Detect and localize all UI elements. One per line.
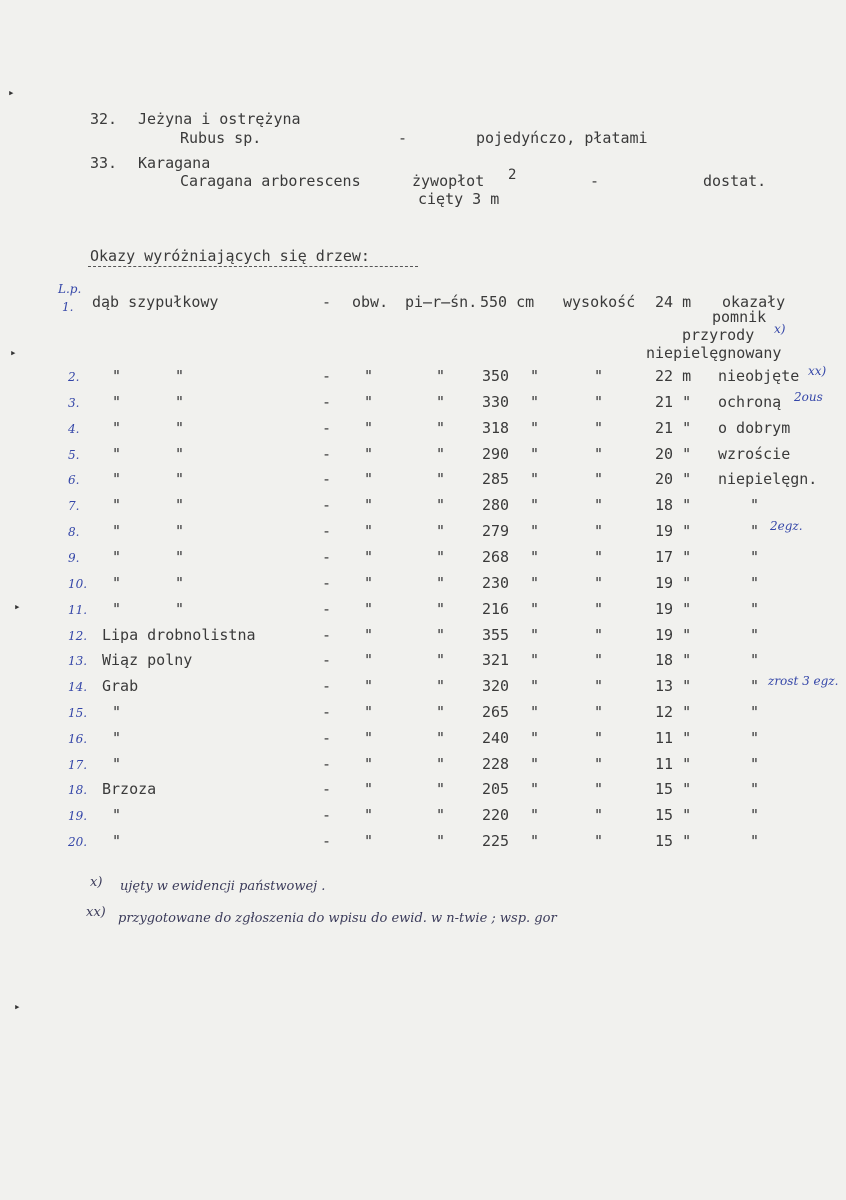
ditto: " <box>530 522 540 540</box>
remark: " <box>750 729 760 747</box>
ditto: " <box>436 367 446 385</box>
ditto: " <box>436 703 446 721</box>
ditto: " <box>364 677 374 695</box>
circumference: 318 <box>482 419 510 437</box>
footnote-text: ujęty w ewidencji państwowej . <box>120 879 326 894</box>
heading-underline <box>88 266 418 267</box>
circumference: 220 <box>482 806 510 824</box>
circumference: 228 <box>482 755 510 773</box>
row-number: 9. <box>68 551 80 565</box>
species-ditto: " <box>175 393 185 411</box>
circumference: 225 <box>482 832 510 850</box>
ditto: " <box>530 548 540 566</box>
ditto: " <box>594 470 604 488</box>
remark: " <box>750 806 760 824</box>
entry-name: Jeżyna i ostrężyna <box>138 110 301 128</box>
remark-line: okazały <box>722 293 786 311</box>
remark: " <box>750 651 760 669</box>
height: 19 " <box>655 626 692 644</box>
circumference: 279 <box>482 522 510 540</box>
height: 19 " <box>655 600 692 618</box>
height: 18 " <box>655 496 692 514</box>
circumference-label: obw. <box>352 293 389 311</box>
remark: " <box>750 574 760 592</box>
height: 20 " <box>655 445 692 463</box>
dash: - <box>322 419 332 437</box>
ditto: " <box>364 651 374 669</box>
species-ditto: " <box>112 806 122 824</box>
height: 15 " <box>655 806 692 824</box>
ditto: " <box>436 393 446 411</box>
ditto: " <box>530 651 540 669</box>
table-row <box>0 519 846 542</box>
entry-form-2: cięty 3 m <box>418 190 500 208</box>
table-row <box>0 703 846 723</box>
ditto: " <box>364 445 374 463</box>
ditto: " <box>530 703 540 721</box>
ditto: " <box>364 548 374 566</box>
dash: - <box>322 780 332 798</box>
dash: - <box>322 548 332 566</box>
handwritten-note: zrost 3 egz. <box>768 674 839 688</box>
section-heading: Okazy wyróżniających się drzew: <box>90 247 370 265</box>
species-ditto: " <box>175 445 185 463</box>
circumference: 268 <box>482 548 510 566</box>
table-row <box>0 729 846 749</box>
dash: - <box>322 367 332 385</box>
row-number: 7. <box>68 499 80 513</box>
entry-dash: - <box>590 172 600 190</box>
species: Lipa drobnolistna <box>102 626 256 644</box>
ditto: " <box>594 651 604 669</box>
ditto: " <box>530 677 540 695</box>
remark: " <box>750 496 760 514</box>
ditto: " <box>436 677 446 695</box>
species-ditto: " <box>175 574 185 592</box>
species-ditto: " <box>112 470 122 488</box>
ditto: " <box>594 832 604 850</box>
circumference: 240 <box>482 729 510 747</box>
table-row <box>0 548 846 568</box>
entry-latin: Rubus sp. <box>180 129 262 147</box>
species-ditto: " <box>112 496 122 514</box>
remark-mark: x) <box>774 322 786 336</box>
remark: niepielęgn. <box>718 470 818 488</box>
height: 18 " <box>655 651 692 669</box>
ditto: " <box>436 496 446 514</box>
ditto: " <box>530 367 540 385</box>
dash: - <box>322 729 332 747</box>
row-number: 15. <box>68 706 88 720</box>
species: Grab <box>102 677 139 695</box>
ditto: " <box>364 574 374 592</box>
lp-label: L.p. <box>58 282 82 296</box>
species-ditto: " <box>112 367 122 385</box>
ditto: " <box>436 755 446 773</box>
ditto: " <box>594 703 604 721</box>
ditto: " <box>436 419 446 437</box>
ditto: " <box>436 832 446 850</box>
remark: " <box>750 522 760 540</box>
species-ditto: " <box>175 367 185 385</box>
piersn-label: pi̶r̶śn. <box>405 293 478 311</box>
ditto: " <box>364 780 374 798</box>
height: 17 " <box>655 548 692 566</box>
species-ditto: " <box>175 496 185 514</box>
row-number: 18. <box>68 783 88 797</box>
entry-form: żywopłot <box>412 172 485 190</box>
circumference: 230 <box>482 574 510 592</box>
row-number: 12. <box>68 629 88 643</box>
species-ditto: " <box>112 755 122 773</box>
remark-line: przyrody <box>682 326 755 344</box>
remark-line: pomnik <box>712 308 767 326</box>
remark: " <box>750 703 760 721</box>
ditto: " <box>436 522 446 540</box>
row-number: 8. <box>68 525 80 539</box>
remark: " <box>750 548 760 566</box>
ditto: " <box>364 832 374 850</box>
handwritten-note: 2egz. <box>770 519 803 533</box>
circumference: 280 <box>482 496 510 514</box>
handwritten-note: xx) <box>808 364 827 378</box>
species-ditto: " <box>112 522 122 540</box>
remark: " <box>750 626 760 644</box>
dash: - <box>322 832 332 850</box>
circumference: 350 <box>482 367 510 385</box>
ditto: " <box>530 393 540 411</box>
height: 12 " <box>655 703 692 721</box>
ditto: " <box>594 419 604 437</box>
table-row <box>0 626 846 646</box>
species-ditto: " <box>112 703 122 721</box>
height: 11 " <box>655 755 692 773</box>
height-label: wysokość <box>563 293 636 311</box>
remark-line: niepielęgnowany <box>646 344 782 362</box>
ditto: " <box>530 780 540 798</box>
ditto: " <box>364 806 374 824</box>
entry-name: Karagana <box>138 154 211 172</box>
table-row <box>0 600 846 620</box>
ditto: " <box>530 496 540 514</box>
circumference: 265 <box>482 703 510 721</box>
ditto: " <box>594 367 604 385</box>
table-row <box>0 651 846 671</box>
height: 11 " <box>655 729 692 747</box>
circumference: 290 <box>482 445 510 463</box>
ditto: " <box>364 626 374 644</box>
height: 15 " <box>655 832 692 850</box>
dash: - <box>322 600 332 618</box>
ditto: " <box>364 703 374 721</box>
species-ditto: " <box>112 600 122 618</box>
entry-number: 32. <box>90 110 118 128</box>
table-row <box>0 364 846 387</box>
ditto: " <box>594 574 604 592</box>
remark: " <box>750 832 760 850</box>
table-row <box>0 674 846 697</box>
dash: - <box>322 293 332 311</box>
dash: - <box>322 806 332 824</box>
remark: ochroną <box>718 393 782 411</box>
entry-occurrence: dostat. <box>703 172 767 190</box>
ditto: " <box>594 522 604 540</box>
margin-mark: ▸ <box>8 86 15 99</box>
height: 19 " <box>655 522 692 540</box>
ditto: " <box>364 755 374 773</box>
dash: - <box>322 574 332 592</box>
row-number: 13. <box>68 654 88 668</box>
ditto: " <box>530 600 540 618</box>
ditto: " <box>436 548 446 566</box>
species-ditto: " <box>112 832 122 850</box>
dash: - <box>322 677 332 695</box>
species-ditto: " <box>175 600 185 618</box>
remark: wzroście <box>718 445 791 463</box>
ditto: " <box>530 755 540 773</box>
ditto: " <box>364 470 374 488</box>
height: 21 " <box>655 393 692 411</box>
ditto: " <box>436 574 446 592</box>
row-number: 11. <box>68 603 88 617</box>
footnote-mark: xx) <box>86 905 106 920</box>
ditto: " <box>436 470 446 488</box>
species-ditto: " <box>112 445 122 463</box>
ditto: " <box>594 393 604 411</box>
entry-form: - <box>398 129 408 147</box>
ditto: " <box>594 806 604 824</box>
ditto: " <box>594 445 604 463</box>
circumference: 321 <box>482 651 510 669</box>
dash: - <box>322 755 332 773</box>
row-number: 10. <box>68 577 88 591</box>
circumference: 205 <box>482 780 510 798</box>
height: 22 m <box>655 367 692 385</box>
ditto: " <box>530 832 540 850</box>
table-row <box>0 470 846 490</box>
table-row <box>0 832 846 852</box>
dash: - <box>322 651 332 669</box>
species-ditto: " <box>175 522 185 540</box>
ditto: " <box>436 780 446 798</box>
table-row <box>0 390 846 413</box>
remark: nieobjęte <box>718 367 800 385</box>
ditto: " <box>436 806 446 824</box>
ditto: " <box>594 548 604 566</box>
dash: - <box>322 626 332 644</box>
table-row <box>0 496 846 516</box>
circumference: 320 <box>482 677 510 695</box>
ditto: " <box>594 677 604 695</box>
species-ditto: " <box>112 393 122 411</box>
entry-occurrence: pojedyńczo, płatami <box>476 129 648 147</box>
ditto: " <box>594 626 604 644</box>
remark: " <box>750 600 760 618</box>
handwritten-note: 2ous <box>794 390 823 404</box>
ditto: " <box>530 470 540 488</box>
table-row <box>0 419 846 439</box>
height: 20 " <box>655 470 692 488</box>
row-number: 2. <box>68 370 80 384</box>
entry-number: 33. <box>90 154 118 172</box>
dash: - <box>322 703 332 721</box>
species-ditto: " <box>175 470 185 488</box>
entry-form-sup: 2 <box>508 167 517 183</box>
row-number: 5. <box>68 448 80 462</box>
ditto: " <box>436 651 446 669</box>
species-ditto: " <box>112 419 122 437</box>
row-number: 1. <box>62 300 74 314</box>
row-number: 6. <box>68 473 80 487</box>
species: Wiąz polny <box>102 651 193 669</box>
dash: - <box>322 522 332 540</box>
circumference: 285 <box>482 470 510 488</box>
remark: " <box>750 780 760 798</box>
dash: - <box>322 393 332 411</box>
remark: " <box>750 755 760 773</box>
ditto: " <box>530 574 540 592</box>
ditto: " <box>594 496 604 514</box>
ditto: " <box>530 626 540 644</box>
table-row <box>0 780 846 800</box>
margin-mark: ▸ <box>14 600 21 613</box>
ditto: " <box>530 806 540 824</box>
dash: - <box>322 470 332 488</box>
circumference: 330 <box>482 393 510 411</box>
species-ditto: " <box>175 419 185 437</box>
entry-latin: Caragana arborescens <box>180 172 361 190</box>
row-number: 17. <box>68 758 88 772</box>
circumference: 550 cm <box>480 293 535 311</box>
remark: " <box>750 677 760 695</box>
margin-mark: ▸ <box>14 1000 21 1013</box>
ditto: " <box>436 600 446 618</box>
ditto: " <box>594 755 604 773</box>
row-number: 19. <box>68 809 88 823</box>
species-ditto: " <box>112 548 122 566</box>
ditto: " <box>364 522 374 540</box>
ditto: " <box>364 367 374 385</box>
footnote-mark: x) <box>90 875 103 890</box>
table-row <box>0 755 846 775</box>
dash: - <box>322 496 332 514</box>
ditto: " <box>530 419 540 437</box>
ditto: " <box>594 600 604 618</box>
ditto: " <box>594 780 604 798</box>
circumference: 216 <box>482 600 510 618</box>
ditto: " <box>594 729 604 747</box>
ditto: " <box>364 600 374 618</box>
species-ditto: " <box>112 574 122 592</box>
row-number: 4. <box>68 422 80 436</box>
row-number: 3. <box>68 396 80 410</box>
ditto: " <box>364 729 374 747</box>
height: 15 " <box>655 780 692 798</box>
ditto: " <box>436 445 446 463</box>
height: 21 " <box>655 419 692 437</box>
species-ditto: " <box>112 729 122 747</box>
species: dąb szypułkowy <box>92 293 219 311</box>
ditto: " <box>436 729 446 747</box>
height: 24 m <box>655 293 692 311</box>
table-row <box>0 574 846 594</box>
ditto: " <box>364 496 374 514</box>
ditto: " <box>530 729 540 747</box>
ditto: " <box>530 445 540 463</box>
row-number: 20. <box>68 835 88 849</box>
margin-mark: ▸ <box>10 346 17 359</box>
ditto: " <box>436 626 446 644</box>
row-number: 16. <box>68 732 88 746</box>
row-number: 14. <box>68 680 88 694</box>
ditto: " <box>364 393 374 411</box>
dash: - <box>322 445 332 463</box>
table-row <box>0 445 846 465</box>
footnote-text: przygotowane do zgłoszenia do wpisu do ewid. w n-twie ; wsp. gor <box>118 911 557 926</box>
ditto: " <box>364 419 374 437</box>
height: 19 " <box>655 574 692 592</box>
table-row <box>0 806 846 826</box>
remark: o dobrym <box>718 419 791 437</box>
height: 13 " <box>655 677 692 695</box>
species: Brzoza <box>102 780 157 798</box>
circumference: 355 <box>482 626 510 644</box>
species-ditto: " <box>175 548 185 566</box>
